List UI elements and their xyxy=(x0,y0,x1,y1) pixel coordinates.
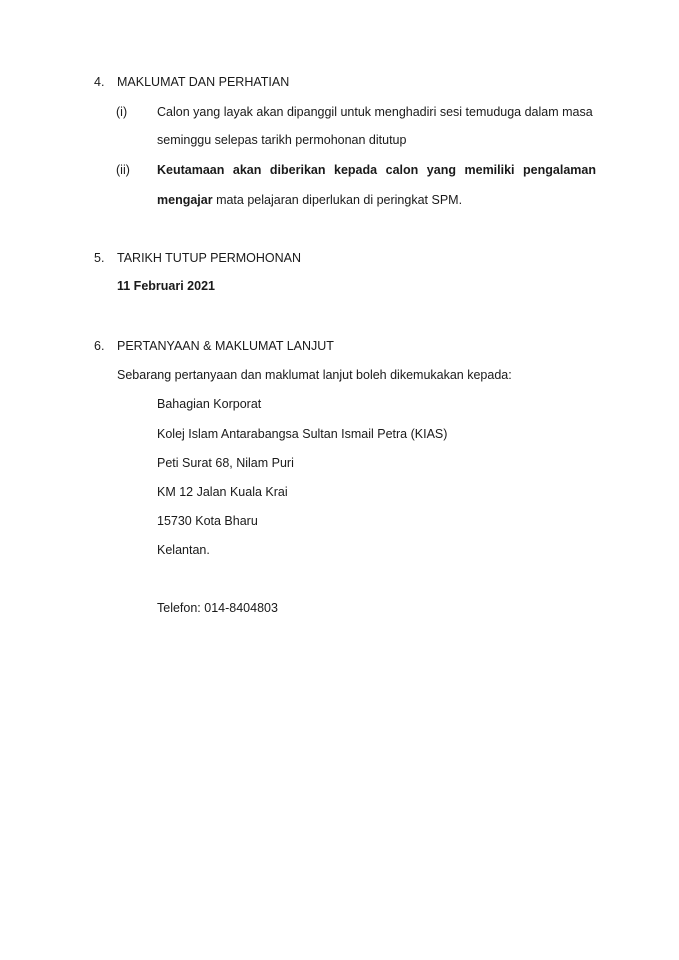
section-4-number: 4. xyxy=(94,75,105,89)
section-6-heading: PERTANYAAN & MAKLUMAT LANJUT xyxy=(117,339,334,353)
inquiry-intro: Sebarang pertanyaan dan maklumat lanjut boleh dikemukakan kepada: xyxy=(117,368,512,382)
section-6-number: 6. xyxy=(94,339,105,353)
contact-phone: Telefon: 014-8404803 xyxy=(157,601,278,615)
closing-date: 11 Februari 2021 xyxy=(117,279,215,293)
address-line-state: Kelantan. xyxy=(157,543,210,557)
word: Keutamaan xyxy=(157,163,225,177)
address-line-postcode-city: 15730 Kota Bharu xyxy=(157,514,258,528)
item-i-text-line1: Calon yang layak akan dipanggil untuk menghadiri sesi temuduga dalam masa xyxy=(157,105,593,119)
word: yang xyxy=(426,163,456,177)
address-line-po-box: Peti Surat 68, Nilam Puri xyxy=(157,456,294,470)
word: diberikan xyxy=(269,163,326,177)
word: memiliki xyxy=(464,163,515,177)
word: pengalaman xyxy=(523,163,596,177)
section-5-heading: TARIKH TUTUP PERMOHONAN xyxy=(117,251,302,265)
word: kepada xyxy=(334,163,378,177)
item-i-label: (i) xyxy=(116,105,128,119)
item-ii-text-line1 xyxy=(157,162,596,178)
item-ii-rest: mata pelajaran diperlukan di peringkat SPM. xyxy=(212,193,463,207)
item-i-text-line2: seminggu selepas tarikh permohonan ditutup xyxy=(157,133,407,147)
word: akan xyxy=(232,163,262,177)
address-line-department: Bahagian Korporat xyxy=(157,397,262,411)
section-5-number: 5. xyxy=(94,251,105,265)
section-4-heading: MAKLUMAT DAN PERHATIAN xyxy=(117,75,290,89)
address-line-institution: Kolej Islam Antarabangsa Sultan Ismail Petra (KIAS) xyxy=(157,427,448,441)
item-ii-text-line2 xyxy=(157,192,462,208)
word: calon xyxy=(385,163,419,177)
item-ii-bold-word: mengajar xyxy=(157,193,213,207)
item-ii-label: (ii) xyxy=(116,163,130,177)
address-line-street: KM 12 Jalan Kuala Krai xyxy=(157,485,288,499)
